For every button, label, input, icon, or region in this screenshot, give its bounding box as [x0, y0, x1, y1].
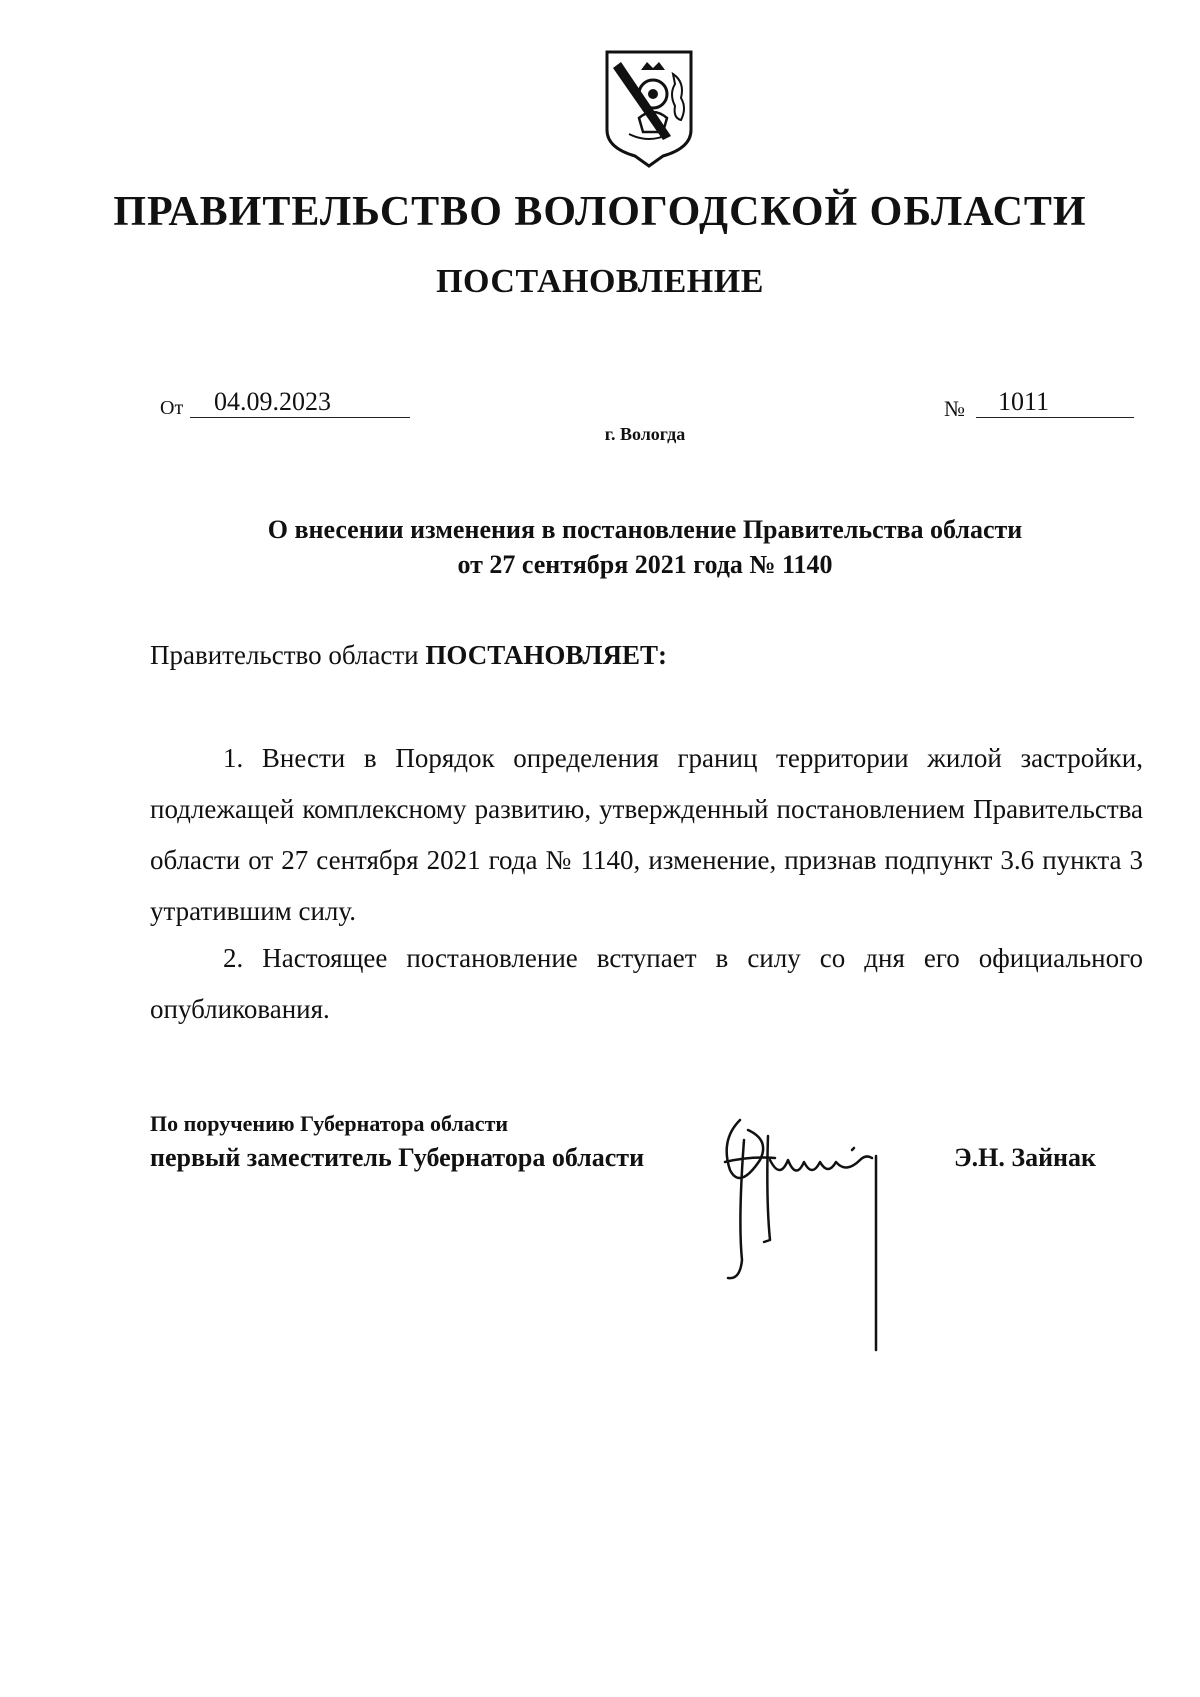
- number-sign: №: [944, 396, 965, 421]
- decree-statement: [150, 640, 667, 671]
- signatory-name: Э.Н. Зайнак: [954, 1143, 1097, 1172]
- decree-lead: Правительство области: [150, 640, 419, 670]
- paragraph-2: 2. Настоящее постановление вступает в силу со дня его официального опубликования.: [150, 943, 1143, 1024]
- organization-title: ПРАВИТЕЛЬСТВО ВОЛОГОДСКОЙ ОБЛАСТИ: [113, 189, 1087, 235]
- number-value: 1011: [998, 387, 1050, 416]
- document-type: ПОСТАНОВЛЕНИЕ: [436, 263, 764, 300]
- city-label: г. Вологда: [604, 424, 686, 444]
- date-value: 04.09.2023: [214, 387, 331, 416]
- subject-line-2: от 27 сентября 2021 года № 1140: [457, 550, 833, 579]
- signature-authority: По поручению Губернатора области: [150, 1111, 509, 1136]
- date-prefix: От: [160, 397, 184, 419]
- decree-verb: ПОСТАНОВЛЯЕТ:: [425, 640, 667, 670]
- paragraph-1: 1. Внести в Порядок определения границ территории жилой застройки, подлежащей комплексному развитию, утвержденный постановлением Правительства области от 27 сентября 2021 года № 1140, изменение, признав подпункт 3.6 пункта 3 утратившим силу.: [150, 743, 1143, 926]
- signatory-position: первый заместитель Губернатора области: [150, 1143, 645, 1172]
- handwritten-signature-icon: [700, 1100, 940, 1360]
- date-field: [190, 387, 410, 418]
- subject-line-1: О внесении изменения в постановление Правительства области: [267, 515, 1023, 544]
- document-subject: [0, 512, 1200, 582]
- coat-of-arms-icon: [603, 48, 695, 168]
- number-field: [976, 387, 1134, 418]
